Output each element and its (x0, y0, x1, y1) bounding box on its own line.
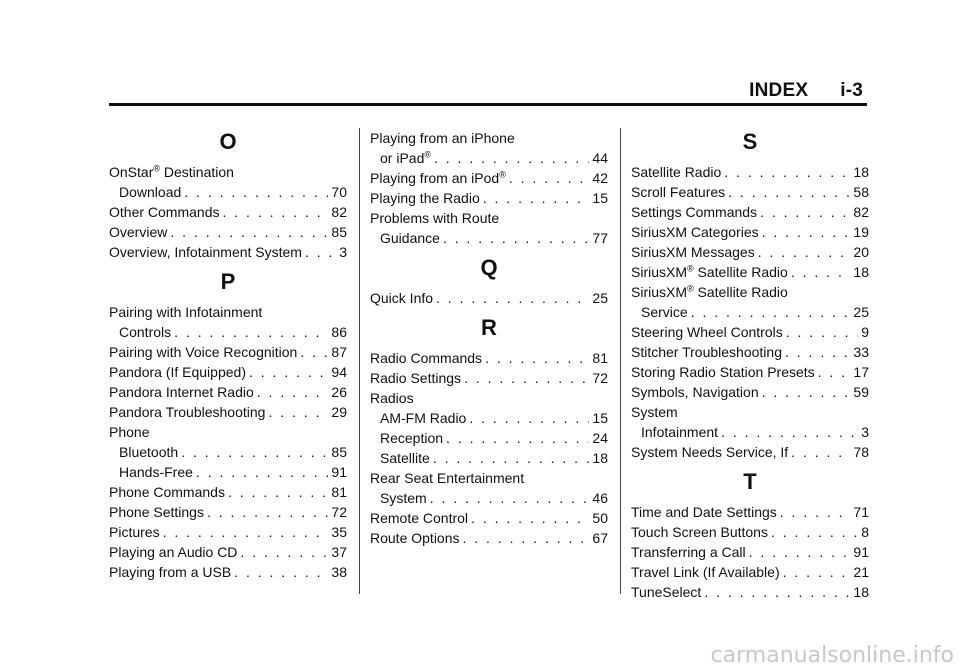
page-number: 85 (331, 224, 347, 240)
entry-label (370, 368, 461, 388)
page-number: 18 (853, 584, 869, 600)
entry-label (380, 408, 466, 428)
page-number: 82 (853, 204, 869, 220)
section-letter: Q (480, 255, 498, 280)
index-heading (631, 402, 869, 422)
entry-label (109, 562, 231, 582)
entry-label (631, 382, 759, 402)
dot-leader (170, 222, 328, 242)
page-number: 72 (331, 504, 347, 520)
dot-leader (268, 402, 328, 422)
dot-leader (485, 348, 589, 368)
index-entry (109, 482, 347, 502)
entry-label-text: Playing from an iPod (370, 170, 500, 186)
page-number: 26 (331, 384, 347, 400)
index-heading (370, 388, 608, 408)
dot-leader (184, 182, 328, 202)
page-number: 3 (861, 424, 869, 440)
index-heading (370, 128, 608, 148)
dot-leader (446, 428, 589, 448)
heading-text: SiriusXM (631, 284, 688, 300)
dot-leader (305, 242, 336, 262)
index-entry (370, 288, 608, 308)
entry-label (370, 348, 482, 368)
entry-label (119, 322, 171, 342)
dot-leader (249, 362, 328, 382)
entry-label (370, 528, 460, 548)
entry-label-text: Pandora Troubleshooting (109, 404, 266, 420)
index-entry (370, 508, 608, 528)
entry-label-text: Storing Radio Station Presets (631, 364, 815, 380)
entry-label-text: Satellite (380, 450, 430, 466)
entry-label (631, 262, 788, 282)
page-number: 18 (853, 264, 869, 280)
dot-leader (762, 222, 851, 242)
heading-text-suffix: Destination (160, 164, 234, 180)
entry-label-text: Symbols, Navigation (631, 384, 759, 400)
page-number: 29 (331, 404, 347, 420)
dot-leader (222, 202, 328, 222)
dot-leader (471, 508, 589, 528)
entry-label-text: SiriusXM Messages (631, 244, 755, 260)
header-rule (109, 103, 867, 106)
index-entry (109, 322, 347, 342)
entry-label (631, 542, 746, 562)
dot-leader (724, 162, 850, 182)
dot-leader (760, 202, 850, 222)
page-number: 46 (592, 490, 608, 506)
dot-leader (234, 562, 328, 582)
dot-leader (196, 462, 329, 482)
entry-label (370, 288, 433, 308)
page-number: 71 (853, 504, 869, 520)
dot-leader (163, 522, 329, 542)
page-number: 70 (331, 184, 347, 200)
page-number: 67 (592, 530, 608, 546)
index-entry (370, 488, 608, 508)
page-number: 72 (592, 370, 608, 386)
index-column-2 (370, 128, 608, 548)
dot-leader (771, 522, 858, 542)
page-number: 35 (331, 524, 347, 540)
entry-label-text: Settings Commands (631, 204, 758, 220)
index-entry (631, 302, 869, 322)
dot-leader (207, 502, 328, 522)
column-divider-2 (620, 128, 621, 594)
page-number: 58 (853, 184, 869, 200)
entry-label-text: Transferring a Call (631, 544, 746, 560)
dot-leader (240, 542, 328, 562)
index-column-1 (109, 128, 347, 582)
section-letter: P (220, 269, 236, 294)
entry-label (370, 508, 468, 528)
index-entry (631, 222, 869, 242)
column-divider-1 (359, 128, 360, 594)
entry-label (109, 242, 302, 262)
index-entry (631, 202, 869, 222)
dot-leader (433, 448, 590, 468)
entry-label-text: Pandora (If Equipped) (109, 364, 246, 380)
index-entry (631, 582, 869, 602)
entry-label (631, 162, 721, 182)
entry-label (631, 342, 782, 362)
dot-leader (174, 322, 328, 342)
dot-leader (228, 482, 328, 502)
dot-leader (509, 168, 590, 188)
dot-leader (749, 542, 851, 562)
page-number: 81 (331, 484, 347, 500)
index-entry (631, 442, 869, 462)
dot-leader (463, 528, 590, 548)
entry-label-text: AM-FM Radio (380, 410, 467, 426)
index-entry (631, 182, 869, 202)
page-number: 91 (853, 544, 869, 560)
page-number: 20 (853, 244, 869, 260)
index-entry (631, 262, 869, 282)
entry-label (380, 488, 427, 508)
index-entry (109, 462, 347, 482)
entry-label-text: Radio Commands (370, 350, 483, 366)
heading-text: Pairing with Infotainment (109, 304, 263, 320)
dot-leader (762, 382, 851, 402)
entry-label (641, 422, 718, 442)
index-entry (109, 522, 347, 542)
index-entry (109, 182, 347, 202)
entry-label (631, 502, 777, 522)
entry-label-text: Time and Date Settings (631, 504, 777, 520)
heading-text: OnStar (109, 164, 154, 180)
page-number: 15 (592, 190, 608, 206)
index-entry (631, 422, 869, 442)
index-entry (109, 242, 347, 262)
entry-label-text: Playing the Radio (370, 190, 480, 206)
index-heading (631, 282, 869, 302)
heading-text: Phone (109, 424, 150, 440)
heading-text: Rear Seat Entertainment (370, 470, 525, 486)
registered-mark: ® (499, 169, 506, 180)
section-letter: T (743, 469, 757, 494)
heading-text-suffix: Satellite Radio (693, 284, 788, 300)
entry-label (380, 428, 443, 448)
entry-label-text: Travel Link (If Available) (631, 564, 780, 580)
entry-label-text: System (380, 490, 427, 506)
section-letter: R (481, 315, 497, 340)
registered-mark: ® (153, 163, 160, 174)
heading-text: Playing from an iPhone (370, 130, 515, 146)
entry-label-text: or iPad (380, 150, 425, 166)
page-number: 78 (853, 444, 869, 460)
entry-label (370, 168, 506, 188)
dot-leader (443, 228, 589, 248)
index-entry (631, 322, 869, 342)
entry-label (380, 448, 430, 468)
page-number: 25 (853, 304, 869, 320)
page-header (749, 80, 863, 102)
index-heading (109, 302, 347, 322)
entry-label-text: SiriusXM Categories (631, 224, 759, 240)
dot-leader (818, 362, 851, 382)
entry-label (109, 202, 219, 222)
index-entry (109, 402, 347, 422)
dot-leader (469, 408, 589, 428)
index-entry (109, 562, 347, 582)
dot-leader (785, 342, 850, 362)
index-entry (631, 522, 869, 542)
index-entry (370, 348, 608, 368)
entry-label-text: Playing from a USB (109, 564, 232, 580)
dot-leader (181, 442, 328, 462)
entry-label-text: Pictures (109, 524, 160, 540)
entry-label (631, 242, 755, 262)
index-entry (370, 168, 608, 188)
index-heading (370, 208, 608, 228)
entry-label (109, 522, 160, 542)
registered-mark: ® (687, 283, 694, 294)
entry-label-text: Infotainment (641, 424, 719, 440)
entry-label-text: Satellite Radio (631, 164, 722, 180)
entry-label (109, 342, 297, 362)
entry-label (380, 148, 431, 168)
entry-label (119, 462, 193, 482)
entry-label-text: Pairing with Voice Recognition (109, 344, 298, 360)
index-entry (631, 342, 869, 362)
dot-leader (436, 288, 589, 308)
entry-label-text: Route Options (370, 530, 460, 546)
page-number: 38 (331, 564, 347, 580)
section-letter: S (742, 129, 758, 154)
page-number: 91 (331, 464, 347, 480)
dot-leader (791, 442, 850, 462)
page-number: 42 (592, 170, 608, 186)
registered-mark: ® (687, 263, 694, 274)
index-entry (631, 382, 869, 402)
entry-label-text: Radio Settings (370, 370, 462, 386)
page-number: 59 (853, 384, 869, 400)
page-number: 3 (339, 244, 347, 260)
index-entry (109, 382, 347, 402)
entry-label-text: System Needs Service, If (631, 444, 789, 460)
page-number: 17 (853, 364, 869, 380)
entry-label-text: Scroll Features (631, 184, 726, 200)
index-entry (631, 242, 869, 262)
index-entry (370, 408, 608, 428)
index-entry (109, 222, 347, 242)
entry-label-text: Controls (119, 324, 172, 340)
entry-label (380, 228, 440, 248)
entry-label (631, 582, 701, 602)
page-number: 19 (853, 224, 869, 240)
entry-label-text: TuneSelect (631, 584, 702, 600)
page-number: 8 (861, 524, 869, 540)
entry-label-text: Phone Commands (109, 484, 225, 500)
heading-text: Problems with Route (370, 210, 500, 226)
index-entry (370, 448, 608, 468)
entry-label-text: Download (119, 184, 182, 200)
index-entry (631, 502, 869, 522)
entry-label (631, 322, 783, 342)
dot-leader (758, 242, 851, 262)
index-entry (631, 162, 869, 182)
entry-label (109, 542, 237, 562)
entry-label-text: Reception (380, 430, 444, 446)
entry-label-text: Bluetooth (119, 444, 179, 460)
index-heading (109, 162, 347, 182)
entry-label-text: Phone Settings (109, 504, 204, 520)
entry-label-text: Stitcher Troubleshooting (631, 344, 782, 360)
entry-label-text: Hands-Free (119, 464, 193, 480)
entry-label-suffix: Satellite Radio (693, 264, 788, 280)
dot-leader (780, 502, 851, 522)
watermark: carmanualsonline.info (710, 643, 954, 668)
index-entry (109, 202, 347, 222)
entry-label-text: Pandora Internet Radio (109, 384, 254, 400)
index-column-3 (631, 128, 869, 602)
page-number: 18 (592, 450, 608, 466)
index-heading (109, 422, 347, 442)
index-entry (109, 362, 347, 382)
index-entry (631, 542, 869, 562)
dot-leader (783, 562, 851, 582)
page-number: 50 (592, 510, 608, 526)
index-entry (631, 362, 869, 382)
entry-label (631, 362, 815, 382)
entry-label (641, 302, 688, 322)
page-number: 81 (592, 350, 608, 366)
header-page-number: i-3 (840, 80, 863, 101)
dot-leader (704, 582, 850, 602)
page-number: 86 (331, 324, 347, 340)
page-number: 94 (331, 364, 347, 380)
entry-label-text: Steering Wheel Controls (631, 324, 783, 340)
entry-label-text: Touch Screen Buttons (631, 524, 768, 540)
dot-leader (257, 382, 329, 402)
page-number: 21 (853, 564, 869, 580)
page-number: 44 (592, 150, 608, 166)
page-number: 25 (592, 290, 608, 306)
heading-text: Radios (370, 390, 414, 406)
dot-leader (691, 302, 851, 322)
entry-label (109, 362, 246, 382)
entry-label-text: Playing an Audio CD (109, 544, 238, 560)
entry-label-text: SiriusXM (631, 264, 688, 280)
page-number: 33 (853, 344, 869, 360)
entry-label (109, 382, 254, 402)
entry-label (109, 222, 167, 242)
entry-label (631, 522, 768, 542)
entry-label (119, 442, 178, 462)
entry-label (631, 562, 780, 582)
page-number: 87 (331, 344, 347, 360)
index-entry (370, 188, 608, 208)
page-number: 37 (331, 544, 347, 560)
heading-text: System (631, 404, 678, 420)
registered-mark: ® (424, 149, 431, 160)
dot-leader (721, 422, 858, 442)
index-entry (370, 148, 608, 168)
entry-label (631, 182, 725, 202)
entry-label-text: Overview, Infotainment System (109, 244, 302, 260)
dot-leader (300, 342, 328, 362)
dot-leader (434, 148, 589, 168)
index-entry (370, 368, 608, 388)
index-entry (631, 562, 869, 582)
dot-leader (728, 182, 850, 202)
entry-label (109, 482, 225, 502)
dot-leader (430, 488, 590, 508)
index-entry (370, 228, 608, 248)
index-entry (109, 342, 347, 362)
page-number: 85 (331, 444, 347, 460)
entry-label-text: Overview (109, 224, 168, 240)
section-letter: O (219, 129, 237, 154)
entry-label (631, 222, 759, 242)
entry-label-text: Other Commands (109, 204, 220, 220)
dot-leader (786, 322, 858, 342)
page-number: 77 (592, 230, 608, 246)
entry-label-text: Service (641, 304, 688, 320)
entry-label (109, 502, 204, 522)
dot-leader (791, 262, 851, 282)
entry-label (631, 202, 757, 222)
entry-label (109, 402, 265, 422)
header-title: INDEX (749, 80, 809, 101)
page-number: 82 (331, 204, 347, 220)
entry-label (631, 442, 788, 462)
index-entry (109, 442, 347, 462)
page-number: 15 (592, 410, 608, 426)
entry-label-text: Quick Info (370, 290, 434, 306)
index-entry (109, 542, 347, 562)
page-number: 9 (861, 324, 869, 340)
page-number: 18 (853, 164, 869, 180)
entry-label-text: Guidance (380, 230, 440, 246)
entry-label-text: Remote Control (370, 510, 469, 526)
dot-leader (464, 368, 589, 388)
entry-label (119, 182, 181, 202)
index-entry (370, 528, 608, 548)
index-heading (370, 468, 608, 488)
page-number: 24 (592, 430, 608, 446)
entry-label (370, 188, 480, 208)
index-entry (109, 502, 347, 522)
dot-leader (483, 188, 590, 208)
index-entry (370, 428, 608, 448)
